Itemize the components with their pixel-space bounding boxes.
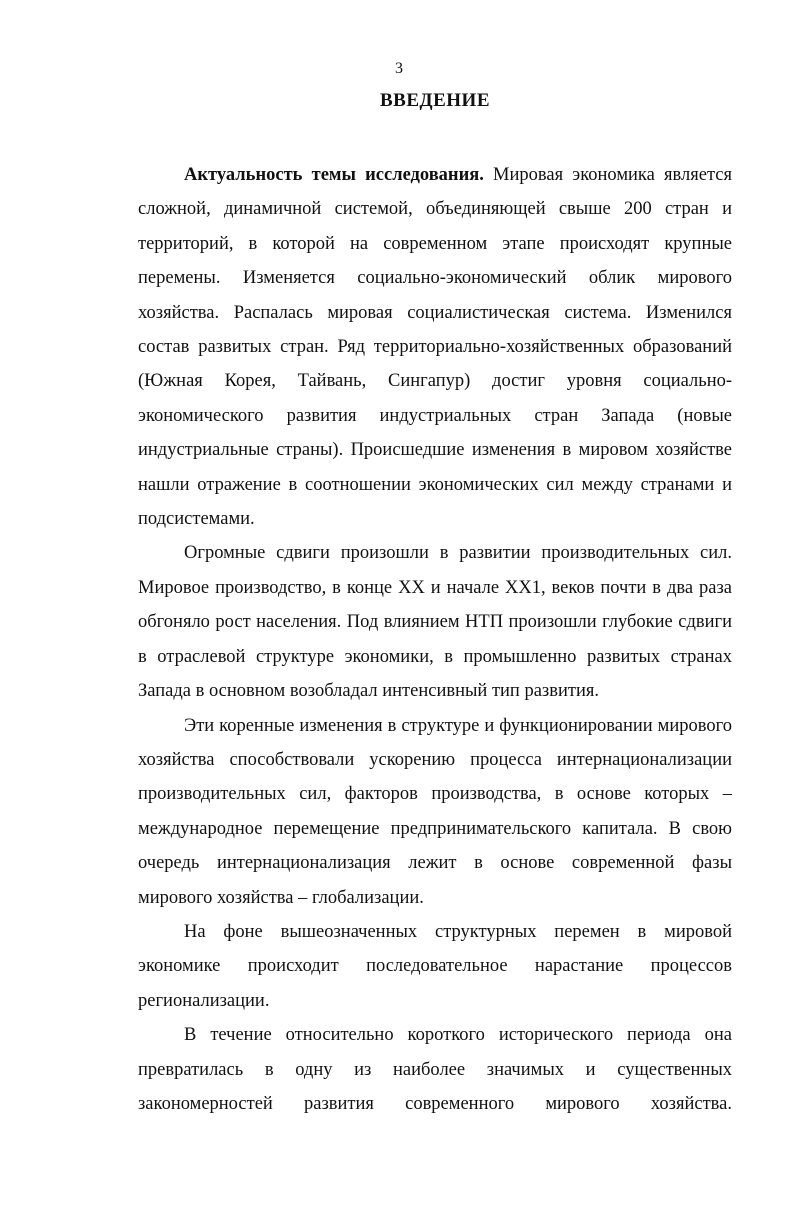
paragraph-historical-period: В течение относительно короткого исторического периода она превратилась в одну из наиболее значимых и существенных закономерностей развития современного мирового хозяйства.	[138, 1025, 732, 1114]
paragraph-internationalization: Эти коренные изменения в структуре и функционировании мирового хозяйства способствовали ускорению процесса интернационализации производительных сил, факторов производства, в основе которых – международное перемещение предпринимательского капитала. В свою очередь интернационализация лежит в основе современной фазы мирового хозяйства – глобализации.	[138, 715, 732, 908]
body-text	[138, 158, 732, 1121]
page-number: 3	[395, 60, 403, 77]
paragraph-text: Мировая экономика является сложной, динамичной системой, объединяющей свыше 200 стран и территорий, в которой на современном этапе происходят крупные перемены. Изменяется социально-экономический облик мирового хозяйства. Распалась мировая социалистическая система. Изменился состав развитых стран. Ряд территориально-хозяйственных образований (Южная Корея, Тайвань, Сингапур) достиг уровня социально-экономического развития индустриальных стран Запада (новые индустриальные страны). Происшедшие изменения в мировом хозяйстве нашли отражение в соотношении экономических сил между странами и подсистемами.	[138, 165, 733, 530]
section-heading: ВВЕДЕНИЕ	[380, 90, 490, 111]
paragraph-relevance	[138, 158, 732, 536]
paragraph-regionalization: На фоне вышеозначенных структурных перемен в мировой экономике происходит последовательное нарастание процессов регионализации.	[138, 921, 732, 1011]
paragraph-lead: Актуальность темы исследования.	[184, 165, 484, 185]
paragraph-productive-forces: Огромные сдвиги произошли в развитии производительных сил. Мировое производство, в конце XX и начале XX1, веков почти в два раза обгоняло рост населения. Под влиянием НТП произошли глубокие сдвиги в отраслевой структуре экономики, в промышленно развитых странах Запада в основном возобладал интенсивный тип развития.	[138, 543, 732, 702]
